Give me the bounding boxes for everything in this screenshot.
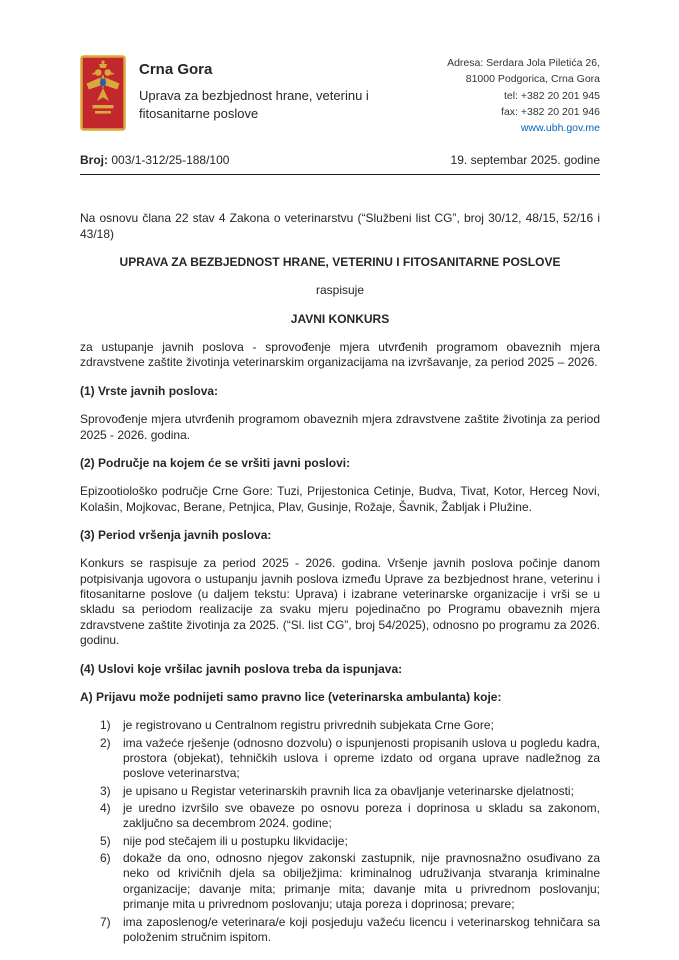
item-marker: 6) [100, 851, 111, 866]
section-2-heading: (2) Područje na kojem će se vršiti javni poslovi: [80, 455, 351, 470]
website-link[interactable]: www.ubh.gov.me [520, 122, 600, 135]
item-marker: 2) [100, 735, 111, 750]
item-marker: 3) [100, 783, 111, 798]
doc-number-label: Broj: [80, 153, 108, 168]
konkurs-description: za ustupanje javnih poslova - sprovođenje mjera utvrđenih programom obaveznih mjera zdravstvene zaštite životinja veterinarskim organizacijama na izvršavanje, za period 2025 – 2026. [80, 340, 600, 370]
document-body [80, 211, 600, 945]
item-marker: 5) [100, 833, 111, 848]
item-marker: 7) [100, 914, 111, 929]
item-text: dokaže da ono, odnosno njegov zakonski zastupnik, nije pravnosnažno osuđivano za neko od krivičnih djela sa obilježjima: kriminalnog udruživanja stvaranja kriminalne organizacije; davanje mita; primanje mita; davanje mita u privrednom poslovanju; primanje mita u privrednom poslovanju; utaja poreza i doprinosa; prevare; [123, 851, 600, 912]
requirement-item [100, 851, 600, 912]
requirement-item [100, 784, 600, 799]
section-4-heading: (4) Uslovi koje vršilac javnih poslova treba da ispunjava: [80, 661, 403, 676]
org-name: Uprava za bezbjednost hrane, veterinu i fitosanitarne poslove [139, 88, 369, 121]
intro-paragraph: Na osnovu člana 22 stav 4 Zakona o veterinarstvu (“Službeni list CG”, broj 30/12, 48/15, 52/16 i 43/18) [80, 211, 600, 241]
item-text: je registrovano u Centralnom registru privrednih subjekata Crne Gore; [123, 718, 494, 733]
org-identity [139, 55, 391, 122]
item-text: je uredno izvršilo sve obaveze po osnovu poreza i doprinosa u skladu sa zakonom, zaključno sa decembrom 2024. godine; [123, 801, 600, 831]
letterhead [80, 55, 600, 136]
requirement-item [100, 834, 600, 849]
country-name: Crna Gora [139, 61, 213, 78]
announce-line: raspisuje [315, 283, 365, 298]
reference-row [80, 153, 600, 175]
item-text: ima važeće rješenje (odnosno dozvolu) o ispunjenosti propisanih uslova u pogledu kadra, prostora (objekat), tehničkih uslova i opreme izdato od organa uprave nadležnog za poslove veterinarstva; [123, 735, 600, 781]
org-title: UPRAVA ZA BEZBJEDNOST HRANE, VETERINU I FITOSANITARNE POSLOVE [119, 255, 561, 270]
subheading-a: A) Prijavu može podnijeti samo pravno lice (veterinarska ambulanta) koje: [80, 689, 502, 704]
item-marker: 4) [100, 801, 111, 816]
doc-number-value: 003/1-312/25-188/100 [111, 153, 230, 168]
konkurs-title: JAVNI KONKURS [290, 311, 390, 326]
item-text: nije pod stečajem ili u postupku likvidacije; [123, 833, 348, 848]
address-line: fax: +382 20 201 946 [501, 105, 600, 118]
requirements-list [100, 718, 600, 945]
requirement-item [100, 915, 600, 946]
coat-of-arms-icon [80, 55, 126, 136]
address-line: 81000 Podgorica, Crna Gora [465, 73, 600, 86]
section-1-heading: (1) Vrste javnih poslova: [80, 383, 219, 398]
address-line: tel: +382 20 201 945 [503, 89, 600, 102]
requirement-item [100, 718, 600, 733]
section-3-text: Konkurs se raspisuje za period 2025 - 2026. godina. Vršenje javnih poslova počinje danom potpisivanja ugovora o ustupanju javnih poslova između Uprave za bezbjednost hrane, veterinu i fitosanitarne poslove (u daljem tekstu: Uprava) i izabrane veterinarske organizacije i vrši se u skladu sa periodom realizacije za svaku mjeru pojedinačno po Programu obaveznih mjera zdravstvene zaštite životinja za 2025. (“Sl. list CG”, broj 54/2025), odnosno po programu za 2026. godinu. [80, 556, 600, 648]
requirement-item [100, 736, 600, 782]
doc-number [80, 153, 229, 167]
section-3-heading: (3) Period vršenja javnih poslova: [80, 528, 272, 542]
doc-date: 19. septembar 2025. godine [450, 153, 600, 168]
item-marker: 1) [100, 718, 111, 733]
section-1-text: Sprovođenje mjera utvrđenih programom obaveznih mjera zdravstvene zaštite životinja za period 2025 - 2026. godina. [80, 412, 600, 442]
address-block [447, 55, 600, 136]
address-line: Adresa: Serdara Jola Piletića 26, [447, 57, 600, 69]
requirement-item [100, 801, 600, 832]
item-text: ima zaposlenog/e veterinara/e koji posjeduju važeću licencu i veterinarskog tehničara sa položenim stručnim ispitom. [123, 914, 600, 944]
section-2-text: Epizootiološko područje Crne Gore: Tuzi, Prijestonica Cetinje, Budva, Tivat, Kotor, Herceg Novi, Kolašin, Mojkovac, Berane, Petnjica, Plav, Gusinje, Rožaje, Šavnik, Žabljak i Plužine. [80, 484, 600, 514]
item-text: je upisano u Registar veterinarskih pravnih lica za obavljanje veterinarske djelatnosti; [123, 783, 574, 798]
